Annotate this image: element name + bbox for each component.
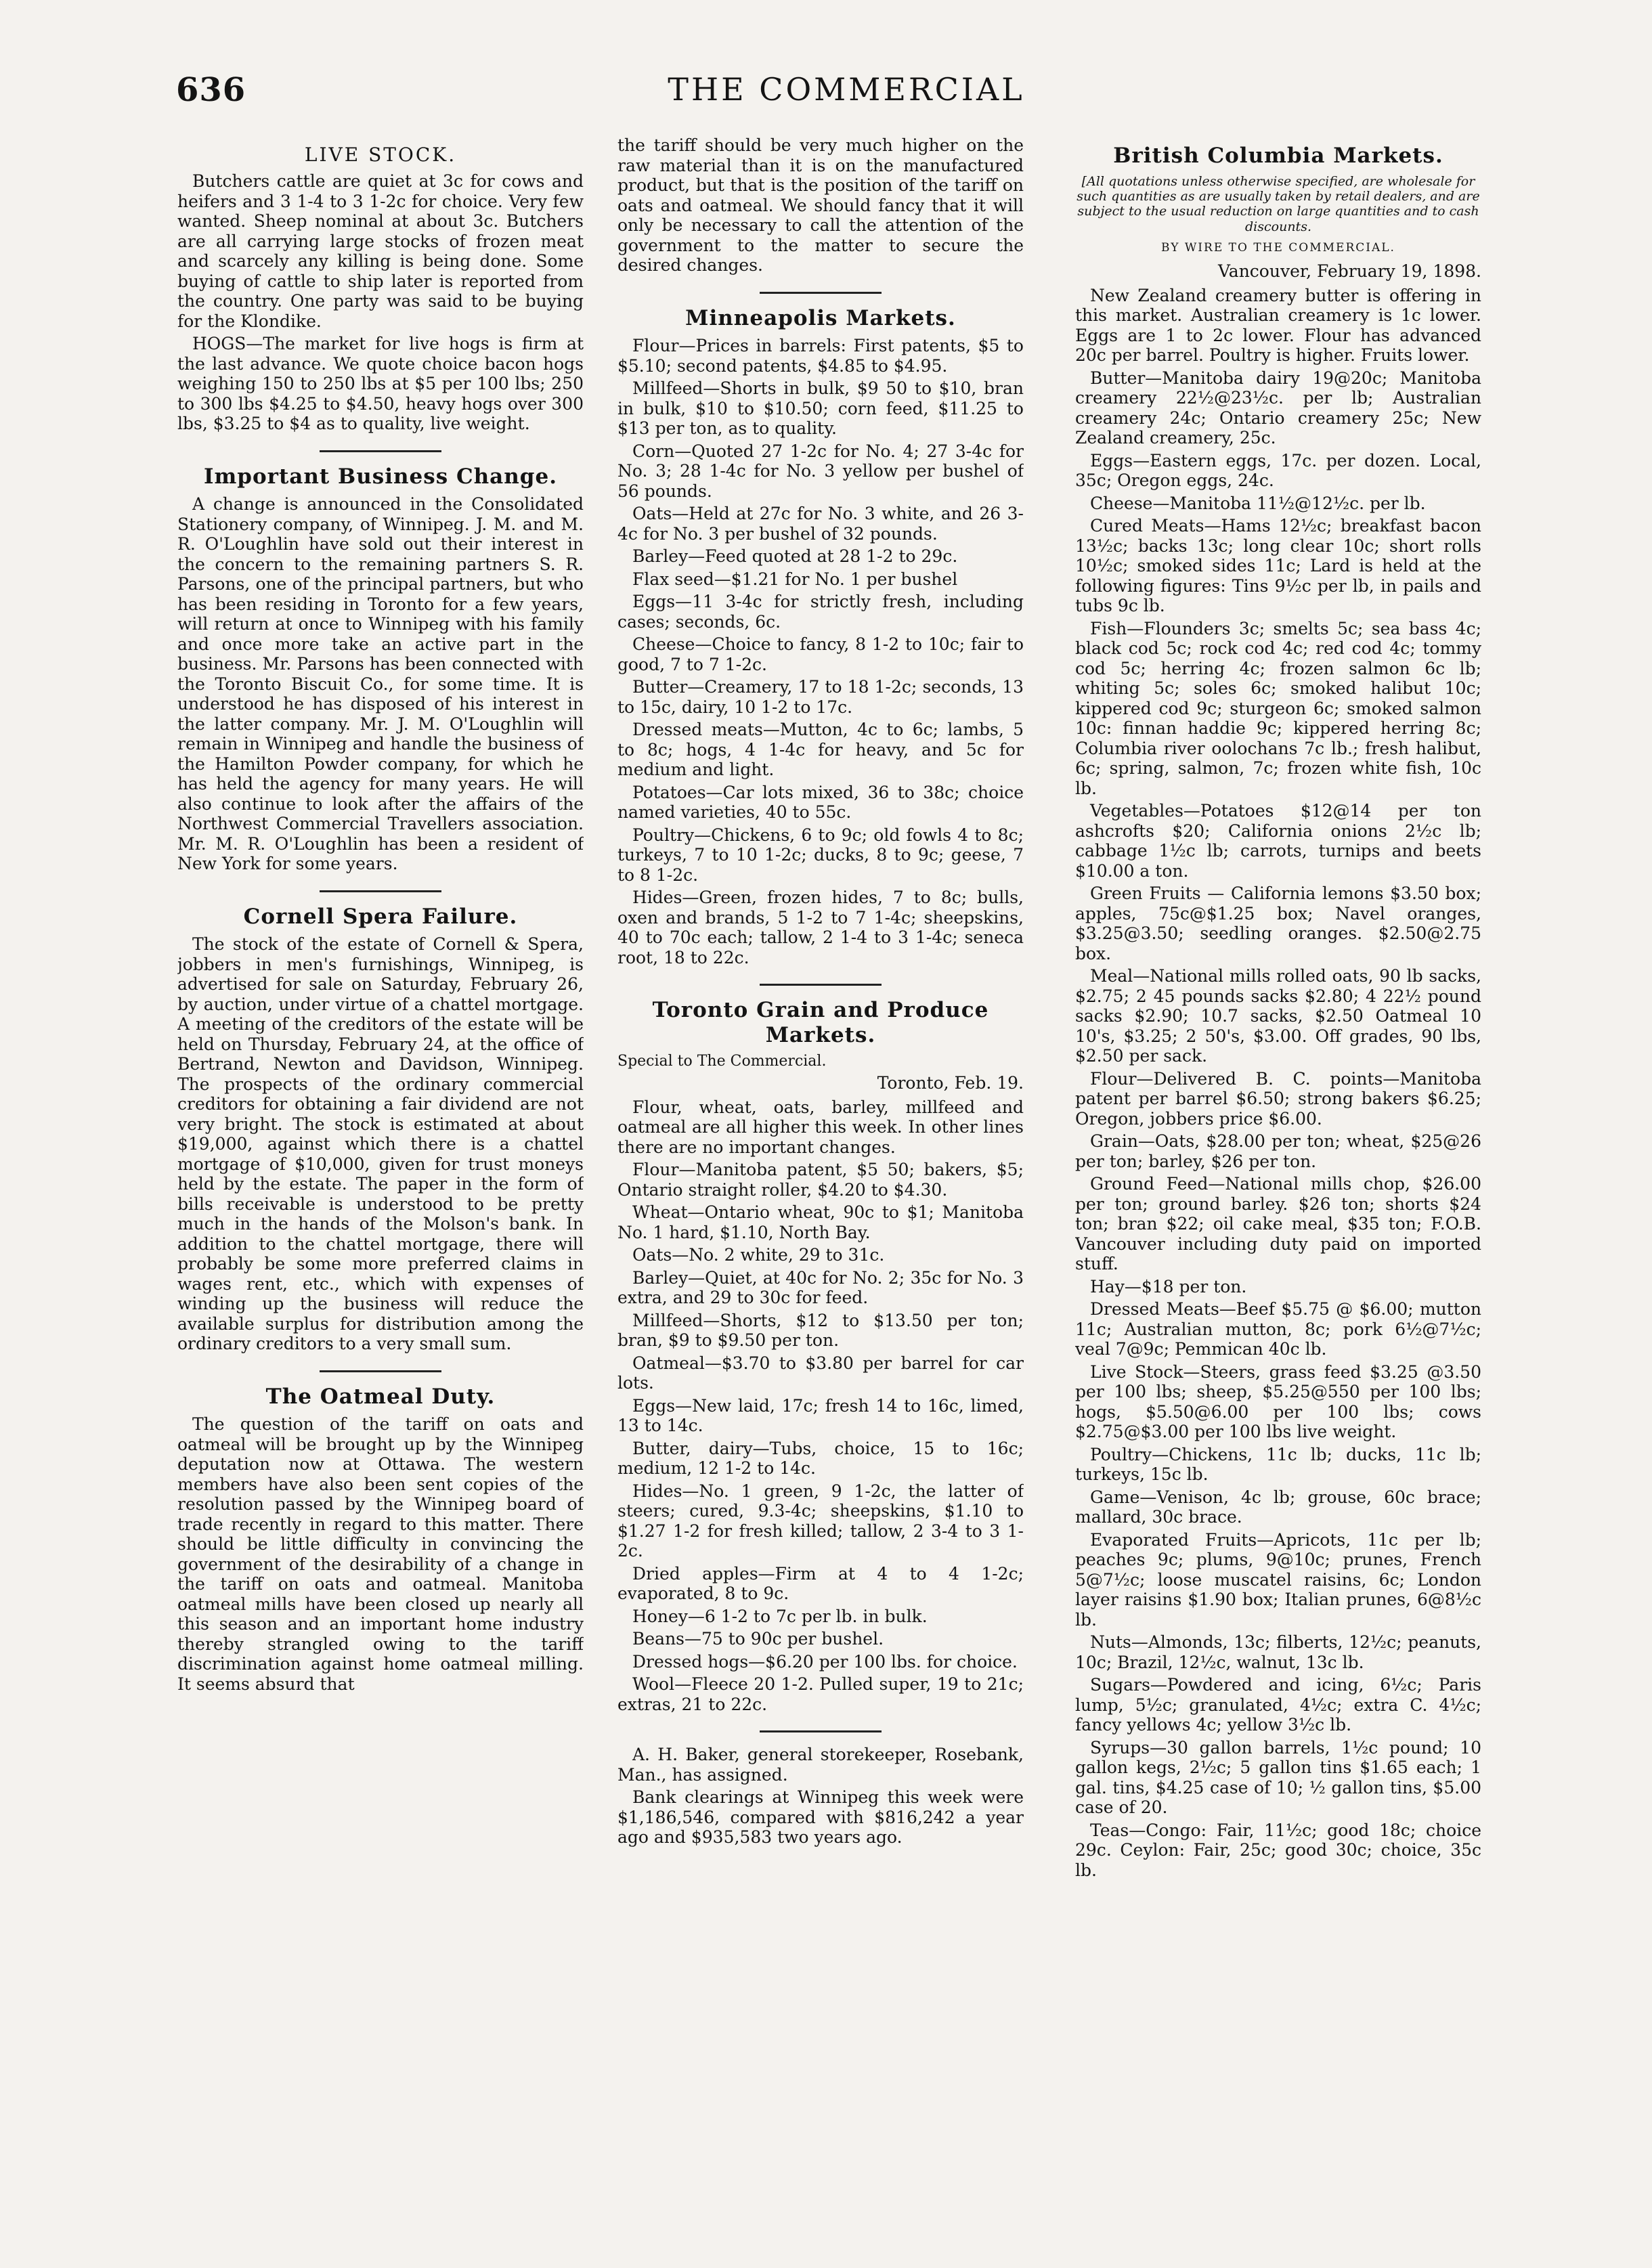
section-divider bbox=[760, 292, 882, 294]
minneapolis-markets bbox=[617, 306, 1024, 968]
market-item: Millfeed—Shorts, $12 to $13.50 per ton; bran, $9 to $9.50 per ton. bbox=[617, 1310, 1024, 1351]
market-item: Oatmeal—$3.70 to $3.80 per barrel for car lots. bbox=[617, 1353, 1024, 1393]
business-change-article bbox=[177, 464, 584, 874]
market-item: Live Stock—Steers, grass feed $3.25 @3.50 per 100 lbs; sheep, $5.25@550 per 100 lbs; hogs, $5.50@6.00 per 100 lbs; cows $2.75@$3.00 per 100 lbs live weight. bbox=[1075, 1361, 1481, 1442]
market-item: Green Fruits — California lemons $3.50 box; apples, 75c@$1.25 box; Navel oranges, $3.25@3.50; seedling oranges. $2.50@2.75 box. bbox=[1075, 884, 1481, 963]
market-item: Cured Meats—Hams 12½c; breakfast bacon 13½c; backs 13c; long clear 10c; short rolls 10½c; smoked sides 11c; Lard is held at the following figures: Tins 9½c per lb, in pails and tubs 9c lb. bbox=[1075, 516, 1481, 616]
notices bbox=[617, 1745, 1024, 1848]
toronto-markets bbox=[617, 998, 1024, 1714]
article-heading: The Oatmeal Duty. bbox=[265, 1384, 496, 1409]
byline: Special to The Commercial. bbox=[617, 1053, 827, 1070]
market-item: Butter—Manitoba dairy 19@20c; Manitoba creamery 22½@23½c. per lb; Australian creamery 24c; Ontario creamery 25c; New Zealand creamery, 25c. bbox=[1075, 368, 1481, 448]
market-item: Dressed Meats—Beef $5.75 @ $6.00; mutton 11c; Australian mutton, 8c; pork 6½@7½c; veal 7@9c; Pemmican 40c lb. bbox=[1075, 1299, 1481, 1359]
market-item: Game—Venison, 4c lb; grouse, 60c brace; mallard, 30c brace. bbox=[1075, 1487, 1481, 1527]
page-header bbox=[176, 71, 1517, 118]
article-heading: LIVE STOCK. bbox=[304, 144, 457, 166]
market-item: Poultry—Chickens, 6 to 9c; old fowls 4 to 8c; turkeys, 7 to 10 1-2c; ducks, 8 to 9c; geese, 7 to 8 1-2c. bbox=[617, 825, 1024, 885]
market-item: Oats—No. 2 white, 29 to 31c. bbox=[632, 1245, 885, 1265]
market-item: Wheat—Ontario wheat, 90c to $1; Manitoba No. 1 hard, $1.10, North Bay. bbox=[617, 1202, 1024, 1242]
article-paragraph: HOGS—The market for live hogs is firm at the last advance. We quote choice bacon hogs weighing 150 to 250 lbs at $5 per 100 lbs; 250 to 300 lbs $4.25 to $4.50, heavy hogs over 300 lbs, $3.25 to $4 as to quality, live weight. bbox=[177, 334, 584, 434]
page-number: 636 bbox=[176, 71, 246, 109]
dateline: Toronto, Feb. 19. bbox=[877, 1073, 1024, 1093]
market-item: Sugars—Powdered and icing, 6½c; Paris lump, 5½c; granulated, 4½c; extra C. 4½c; fancy yellows 4c; yellow 3½c lb. bbox=[1075, 1675, 1481, 1735]
market-item: Dried apples—Firm at 4 to 4 1-2c; evaporated, 8 to 9c. bbox=[617, 1563, 1024, 1604]
section-divider bbox=[760, 984, 882, 986]
article-continuation: the tariff should be very much higher on the raw material than it is on the manufactured product, but that is the position of the tariff on oats and oatmeal. We should fancy that it will only be necessary to call the attention of the government to the matter to secure the desired changes. bbox=[617, 135, 1024, 275]
article-heading: Minneapolis Markets. bbox=[685, 305, 956, 330]
market-item: Flax seed—$1.21 for No. 1 per bushel bbox=[632, 569, 958, 589]
column-2 bbox=[617, 135, 1024, 2139]
market-item: Flour, wheat, oats, barley, millfeed and oatmeal are all higher this week. In other lines there are no important changes. bbox=[617, 1097, 1024, 1157]
market-item: Dressed hogs—$6.20 per 100 lbs. for choice. bbox=[632, 1651, 1018, 1672]
market-item: Flour—Prices in barrels: First patents, $5 to $5.10; second patents, $4.85 to $4.95. bbox=[617, 336, 1024, 376]
section-divider bbox=[760, 1730, 882, 1732]
article-paragraph: The question of the tariff on oats and oatmeal will be brought up by the Winnipeg deputation now at Ottawa. The western members have also been sent copies of the resolution passed by the Winnipeg board of trade recently in regard to this matter. There should be little difficulty in convincing the government of the desirability of a change in the tariff on oats and oatmeal. Manitoba oatmeal mills have been closed up nearly all this season and an important home industry thereby strangled owing to the tariff discrimination against home oatmeal milling. It seems absurd that bbox=[177, 1414, 584, 1694]
market-item: Syrups—30 gallon barrels, 1½c pound; 10 gallon kegs, 2½c; 5 gallon tins $1.65 each; 1 gal. tins, $4.25 case of 10; ½ gallon tins, $5.00 case of 20. bbox=[1075, 1737, 1481, 1818]
notice-item: Bank clearings at Winnipeg this week were $1,186,546, compared with $816,242 a year ago and $935,583 two years ago. bbox=[617, 1787, 1024, 1848]
market-item: Vegetables—Potatoes $12@14 per ton ashcrofts $20; California onions 2½c lb; cabbage 1½c lb; carrots, turnips and beets $10.00 a ton. bbox=[1075, 801, 1481, 881]
wire-credit: BY WIRE TO THE COMMERCIAL. bbox=[1161, 241, 1395, 255]
oatmeal-duty-article bbox=[177, 1384, 584, 1695]
market-item: Potatoes—Car lots mixed, 36 to 38c; choice named varieties, 40 to 55c. bbox=[617, 782, 1024, 823]
page-title: THE COMMERCIAL bbox=[668, 71, 1025, 108]
market-item: Eggs—11 3-4c for strictly fresh, including cases; seconds, 6c. bbox=[617, 592, 1024, 632]
market-item: Cheese—Manitoba 11½@12½c. per lb. bbox=[1090, 493, 1426, 513]
article-heading: British Columbia Markets. bbox=[1113, 144, 1443, 168]
article-paragraph: A change is announced in the Consolidated Stationery company, of Winnipeg. J. M. and M. R. O'Loughlin have sold out their interest in the concern to the remaining partners S. R. Parsons, one of the principal partners, but who has been residing in Toronto for a few years, will return at once to Winnipeg with his family and once more take an active part in the business. Mr. Parsons has been connected with the Toronto Biscuit Co., for some time. It is understood he has disposed of his interest in the latter company. Mr. J. M. O'Loughlin will remain in Winnipeg and handle the business of the Hamilton Powder company, for which he has held the agency for many years. He will also continue to look after the affairs of the Northwest Commercial Travellers association. Mr. M. R. O'Loughlin has been a resident of New York for some years. bbox=[177, 494, 584, 874]
market-item: Cheese—Choice to fancy, 8 1-2 to 10c; fair to good, 7 to 7 1-2c. bbox=[617, 634, 1024, 674]
article-heading: Cornell Spera Failure. bbox=[243, 904, 518, 929]
market-item: Butter—Creamery, 17 to 18 1-2c; seconds, 13 to 15c, dairy, 10 1-2 to 17c. bbox=[617, 677, 1024, 717]
market-item: Teas—Congo: Fair, 11½c; good 18c; choice 29c. Ceylon: Fair, 25c; good 30c; choice, 35c lb. bbox=[1075, 1820, 1481, 1880]
section-divider bbox=[320, 450, 441, 452]
market-item: Honey—6 1-2 to 7c per lb. in bulk. bbox=[632, 1606, 928, 1626]
section-divider bbox=[320, 890, 441, 892]
article-heading: Important Business Change. bbox=[204, 464, 557, 489]
market-item: Millfeed—Shorts in bulk, $9 50 to $10, bran in bulk, $10 to $10.50; corn feed, $11.25 to $13 per ton, as to quality. bbox=[617, 378, 1024, 439]
market-item: Corn—Quoted 27 1-2c for No. 4; 27 3-4c for No. 3; 28 1-4c for No. 3 yellow per bushel of 56 pounds. bbox=[617, 441, 1024, 501]
section-divider bbox=[320, 1370, 441, 1372]
dateline: Vancouver, February 19, 1898. bbox=[1218, 261, 1481, 282]
market-item: Beans—75 to 90c per bushel. bbox=[632, 1629, 884, 1649]
market-item: Meal—National mills rolled oats, 90 lb sacks, $2.75; 2 45 pounds sacks $2.80; 4 22½ pound sacks $2.90; 10.7 sacks, $2.50 Oatmeal 10 10's, $3.25; 2 50's, $3.00. Off grades, 90 lbs, $2.50 per sack. bbox=[1075, 966, 1481, 1066]
market-item: Dressed meats—Mutton, 4c to 6c; lambs, 5 to 8c; hogs, 4 1-4c for heavy, and 5c for medium and light. bbox=[617, 720, 1024, 780]
notice-item: A. H. Baker, general storekeeper, Rosebank, Man., has assigned. bbox=[617, 1745, 1024, 1785]
quotation-note: [All quotations unless otherwise specified, are wholesale for such quantities as are usually taken by retail dealers, and are subject to the usual reduction on large quantities and to cash discounts. bbox=[1077, 173, 1480, 234]
market-item: Grain—Oats, $28.00 per ton; wheat, $25@26 per ton; barley, $26 per ton. bbox=[1075, 1131, 1481, 1171]
spera-failure-article bbox=[177, 904, 584, 1354]
article-paragraph: Butchers cattle are quiet at 3c for cows and heifers and 3 1-4 to 3 1-2c for choice. Very few wanted. Sheep nominal at about 3c. Butchers are all carrying large stocks of frozen meat and scarcely any killing is being done. Some buying of cattle to ship later is reported from the country. One party was said to be buying for the Klondike. bbox=[177, 171, 584, 331]
market-item: Flour—Manitoba patent, $5 50; bakers, $5; Ontario straight roller, $4.20 to $4.30. bbox=[617, 1160, 1024, 1200]
live-stock-article bbox=[177, 144, 584, 434]
market-item: Hay—$18 per ton. bbox=[1090, 1276, 1247, 1296]
column-1 bbox=[177, 135, 584, 2221]
market-item: Hides—Green, frozen hides, 7 to 8c; bulls, oxen and brands, 5 1-2 to 7 1-4c; sheepskins, 40 to 70c each; tallow, 2 1-4 to 3 1-4c; seneca root, 18 to 22c. bbox=[617, 888, 1024, 967]
market-item: Ground Feed—National mills chop, $26.00 per ton; ground barley. $26 ton; shorts $24 ton; bran $22; oil cake meal, $35 ton; F.O.B. Vancouver including duty paid on imported stuff. bbox=[1075, 1174, 1481, 1274]
market-item: Wool—Fleece 20 1-2. Pulled super, 19 to 21c; extras, 21 to 22c. bbox=[617, 1674, 1024, 1714]
market-item: Eggs—Eastern eggs, 17c. per dozen. Local, 35c; Oregon eggs, 24c. bbox=[1075, 450, 1481, 491]
column-3 bbox=[1075, 135, 1481, 2227]
market-item: Evaporated Fruits—Apricots, 11c per lb; peaches 9c; plums, 9@10c; prunes, French 5@7½c; loose muscatel raisins, 6c; London layer raisins $1.90 box; Italian prunes, 6@8½c lb. bbox=[1075, 1529, 1481, 1630]
market-item: Nuts—Almonds, 13c; filberts, 12½c; peanuts, 10c; Brazil, 12½c, walnut, 13c lb. bbox=[1075, 1632, 1481, 1672]
market-item: New Zealand creamery butter is offering in this market. Australian creamery is 1c lower. Eggs are 1 to 2c lower. Flour has advanced 20c per barrel. Poultry is higher. Fruits lower. bbox=[1075, 285, 1481, 366]
market-item: Fish—Flounders 3c; smelts 5c; sea bass 4c; black cod 5c; rock cod 4c; red cod 4c; tommy cod 5c; herring 4c; frozen salmon 6c lb; whiting 5c; soles 6c; smoked halibut 10c; kippered cod 9c; sturgeon 6c; smoked salmon 10c: finnan haddie 9c; kippered herring 8c; Columbia river oolochans 7c lb.; fresh halibut, 6c; spring, salmon, 7c; frozen white fish, 10c lb. bbox=[1075, 618, 1481, 798]
market-item: Barley—Feed quoted at 28 1-2 to 29c. bbox=[632, 546, 958, 567]
british-columbia-markets bbox=[1075, 144, 1481, 1880]
market-item: Butter, dairy—Tubs, choice, 15 to 16c; medium, 12 1-2 to 14c. bbox=[617, 1438, 1024, 1479]
market-item: Eggs—New laid, 17c; fresh 14 to 16c, limed, 13 to 14c. bbox=[617, 1395, 1024, 1436]
market-item: Poultry—Chickens, 11c lb; ducks, 11c lb; turkeys, 15c lb. bbox=[1075, 1444, 1481, 1485]
market-item: Oats—Held at 27c for No. 3 white, and 26 3-4c for No. 3 per bushel of 32 pounds. bbox=[617, 504, 1024, 544]
article-heading: Toronto Grain and Produce Markets. bbox=[652, 998, 989, 1047]
article-paragraph: The stock of the estate of Cornell & Spera, jobbers in men's furnishings, Winnipeg, is advertised for sale on Saturday, February 26, by auction, under virtue of a chattel mortgage. A meeting of the creditors of the estate will be held on Thursday, February 24, at the office of Bertrand, Newton and Davidson, Winnipeg. The prospects of the ordinary commercial creditors for obtaining a fair dividend are not very bright. The stock is estimated at about $19,000, against which there is a chattel mortgage of $10,000, given for trust moneys held by the estate. The paper in the form of bills receivable is understood to be pretty much in the hands of the Molson's bank. In addition to the chattel mortgage, there will probably be some more preferred claims in wages rent, etc., which with expenses of winding up the business will reduce the available surplus for distribution among the ordinary creditors to a very small sum. bbox=[177, 934, 584, 1354]
market-item: Hides—No. 1 green, 9 1-2c, the latter of steers; cured, 9.3-4c; sheepskins, $1.10 to $1.27 1-2 for fresh killed; tallow, 2 3-4 to 3 1-2c. bbox=[617, 1481, 1024, 1561]
market-item: Barley—Quiet, at 40c for No. 2; 35c for No. 3 extra, and 29 to 30c for feed. bbox=[617, 1267, 1024, 1308]
market-item: Flour—Delivered B. C. points—Manitoba patent per barrel $6.50; strong bakers $6.25; Oregon, jobbers price $6.00. bbox=[1075, 1068, 1481, 1129]
